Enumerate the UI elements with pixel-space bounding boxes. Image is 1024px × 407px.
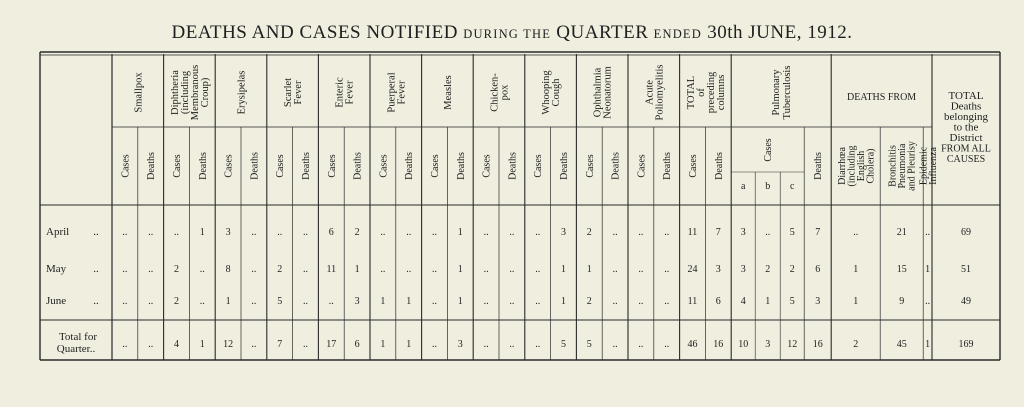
table-cell: .. — [509, 339, 515, 350]
table-cell: .. — [483, 264, 489, 275]
table-cell: .. — [380, 227, 386, 238]
deaths-subheader — [559, 152, 570, 180]
table-cell: .. — [535, 339, 541, 350]
deaths-from-item-header-line: (including — [846, 145, 858, 187]
deaths-subheader-line: Deaths — [559, 152, 570, 180]
deaths-subheader-line: Deaths — [146, 152, 158, 180]
table-cell: .. — [483, 227, 489, 238]
table-cell: .. — [638, 339, 644, 350]
table-cell: 5 — [789, 296, 795, 307]
cases-subheader — [482, 154, 493, 177]
table-cell: .. — [509, 296, 515, 307]
cases-subheader — [172, 154, 183, 177]
disease-header-line: Smallpox — [133, 72, 145, 113]
table-cell: .. — [638, 264, 644, 275]
table-cell: 3 — [225, 227, 231, 238]
disease-header-line: Membranous — [189, 64, 201, 121]
disease-header-line: Cough — [551, 78, 563, 107]
disease-header-line: Acute — [644, 79, 656, 106]
deaths-subheader-line: Deaths — [352, 152, 364, 180]
table-cell: .. — [406, 227, 412, 238]
table-cell: .. — [148, 264, 154, 275]
table-cell: 11 — [326, 264, 337, 275]
deaths-from-header: DEATHS FROM — [847, 92, 917, 103]
table-cell: 5 — [586, 339, 592, 350]
deaths-subheader-line: Deaths — [662, 152, 674, 180]
deaths-from-item-header — [837, 145, 877, 186]
table-cell: .. — [148, 296, 154, 307]
table-cell: 2 — [853, 339, 859, 350]
table-cell: .. — [925, 227, 931, 238]
table-cell: 1 — [765, 296, 771, 307]
table-cell: 3 — [740, 264, 746, 275]
deaths-from-item-header-line: Cholera) — [865, 148, 877, 184]
cases-subheader — [430, 154, 441, 177]
table-cell: 2 — [174, 296, 179, 307]
tb-sub-label-c: c — [789, 181, 795, 192]
cases-subheader — [120, 154, 131, 177]
table-cell: .. — [612, 339, 618, 350]
row-label: May — [46, 263, 67, 275]
disease-header-line: Ophthalmia — [592, 67, 604, 118]
table-cell: .. — [535, 296, 541, 307]
table-cell: .. — [277, 227, 283, 238]
title-ended: ENDED — [653, 27, 702, 41]
disease-header-line: Fever — [396, 80, 408, 105]
total-header-line: CAUSES — [946, 154, 986, 165]
table-cell: 11 — [687, 296, 698, 307]
disease-header-line: Scarlet — [283, 77, 295, 108]
title-during: DURING THE — [463, 27, 552, 41]
disease-header — [541, 70, 562, 115]
deaths-subheader — [353, 152, 364, 180]
table-cell: .. — [612, 296, 618, 307]
table-cell: 5 — [789, 227, 795, 238]
table-cell: .. — [612, 227, 618, 238]
disease-header — [686, 71, 727, 113]
table-cell: 49 — [961, 296, 971, 307]
deaths-from-item-header — [918, 146, 939, 185]
table-cell: 24 — [687, 264, 698, 275]
table-cell: .. — [432, 264, 437, 275]
table-cell: 10 — [738, 339, 749, 350]
table-cell: .. — [765, 227, 771, 238]
disease-header-line: Erysipelas — [236, 70, 248, 115]
table-cell: .. — [925, 296, 931, 307]
deaths-from-item-header-line: Influenza — [927, 147, 939, 185]
table-cell: 1 — [561, 264, 566, 275]
tuberculosis-header-line: Tuberculosis — [782, 65, 794, 120]
table-cell: 1 — [586, 264, 592, 275]
tuberculosis-header-line: Pulmonary — [771, 69, 783, 116]
table-cell: 4 — [174, 339, 179, 350]
deaths-subheader — [714, 152, 725, 180]
table-cell: 1 — [354, 264, 360, 275]
table-cell: 3 — [765, 339, 771, 350]
deaths-from-item-header — [888, 141, 918, 191]
table-cell: 1 — [925, 339, 931, 350]
table-cell: 5 — [277, 296, 283, 307]
cases-subheader — [688, 154, 699, 177]
table-cell: 1 — [853, 264, 859, 275]
table-cell: 7 — [715, 227, 721, 238]
cases-subheader-line: Cases — [430, 154, 441, 178]
table-cell: 21 — [896, 227, 907, 238]
disease-header — [170, 65, 211, 120]
disease-header — [237, 71, 248, 115]
table-cell: 1 — [457, 227, 463, 238]
table-cell: .. — [432, 296, 437, 307]
deaths-subheader-line: Deaths — [404, 152, 416, 180]
table-cell: 1 — [925, 264, 931, 275]
table-cell: 11 — [687, 227, 698, 238]
table-cell: 6 — [354, 339, 360, 350]
table-cell: 12 — [223, 339, 234, 350]
deaths-subheader-line: Deaths — [197, 152, 209, 180]
cases-subheader — [327, 154, 338, 177]
deaths-from-item-header-line: Epidemic — [918, 146, 930, 186]
cases-subheader-line: Cases — [636, 154, 648, 178]
table-cell: .. — [509, 227, 515, 238]
deaths-subheader — [249, 152, 260, 180]
table-cell: 1 — [406, 339, 412, 350]
title-quarter: QUARTER — [556, 22, 649, 43]
deaths-subheader-line: Deaths — [301, 152, 312, 180]
tb-deaths-subheader-line: Deaths — [813, 152, 825, 180]
table-cell: 12 — [787, 339, 798, 350]
table-cell: .. — [664, 296, 670, 307]
total-header-line: TOTAL — [948, 90, 984, 102]
deaths-subheader — [198, 152, 209, 180]
row-label-dots: .. — [93, 295, 99, 307]
table-cell: .. — [432, 227, 437, 238]
cases-subheader-line: Cases — [275, 154, 287, 178]
row-label: Quarter.. — [56, 343, 96, 355]
cases-subheader-line: Cases — [533, 154, 545, 178]
table-cell: .. — [853, 227, 859, 238]
tuberculosis-header — [771, 66, 793, 120]
table-cell: .. — [251, 264, 257, 275]
table-cell: .. — [122, 339, 128, 350]
cases-subheader — [224, 154, 235, 177]
table-cell: 6 — [328, 227, 334, 238]
table-cell: 45 — [896, 339, 907, 350]
cases-subheader — [636, 154, 647, 177]
table-cell: .. — [483, 296, 489, 307]
disease-header-line: Diphtheria — [169, 70, 181, 115]
deaths-subheader — [507, 152, 518, 180]
disease-header-line: Whooping — [541, 70, 553, 115]
disease-header-line: Poliomyelitis — [654, 64, 666, 121]
table-cell: 1 — [380, 296, 386, 307]
tb-cases-subheader — [763, 138, 774, 161]
table-cell: 2 — [586, 296, 592, 307]
deaths-subheader — [662, 152, 673, 180]
table-cell: .. — [664, 339, 670, 350]
table-cell: 3 — [457, 339, 463, 350]
table-cell: 6 — [715, 296, 721, 307]
table-cell: 1 — [406, 296, 412, 307]
table-cell: .. — [535, 227, 541, 238]
table-cell: .. — [122, 264, 128, 275]
table-cell: .. — [303, 227, 308, 238]
table-cell: .. — [664, 264, 670, 275]
table-cell: .. — [148, 227, 154, 238]
deaths-subheader — [456, 152, 467, 180]
cases-subheader-line: Cases — [172, 154, 183, 178]
disease-header — [593, 66, 614, 119]
table-cell: 3 — [715, 264, 721, 275]
table-cell: 7 — [815, 227, 821, 238]
disease-header-line: Fever — [344, 80, 356, 105]
deaths-subheader-line: Deaths — [455, 152, 467, 180]
deaths-from-item-header-line: Bronchitis — [887, 145, 899, 187]
tb-sub-label-a: a — [740, 181, 746, 192]
disease-header — [133, 72, 144, 113]
table-cell: .. — [148, 339, 154, 350]
table-cell: 3 — [740, 227, 746, 238]
total-header-line: belonging — [944, 111, 988, 123]
table-cell: 7 — [277, 339, 283, 350]
cases-subheader — [378, 154, 389, 177]
cases-subheader-line: Cases — [481, 154, 493, 178]
table-cell: 1 — [199, 227, 205, 238]
table-cell: 1 — [457, 264, 463, 275]
table-cell: 4 — [740, 296, 746, 307]
row-label: Total for — [58, 331, 98, 343]
table-cell: 2 — [277, 264, 283, 275]
disease-header-line: Croup) — [199, 77, 211, 108]
disease-header-line: TOTAL — [685, 75, 697, 110]
disease-header-line: Measles — [442, 75, 454, 110]
disease-header-line: Neonatorum — [602, 66, 614, 119]
deaths-from-item-header-line: English — [855, 150, 867, 182]
table-cell: .. — [199, 296, 205, 307]
table-cell: 46 — [687, 339, 698, 350]
deaths-from-item-header-line: Pneumonia — [897, 143, 909, 189]
table-cell: 9 — [899, 296, 905, 307]
table-cell: 16 — [713, 339, 724, 350]
disease-header-line: of — [695, 88, 707, 97]
table-cell: .. — [122, 296, 128, 307]
deaths-from-item-header-line: and Pleurisy — [906, 141, 918, 191]
deaths-subheader — [404, 152, 415, 180]
table-cell: 2 — [765, 264, 771, 275]
row-label-dots: .. — [93, 226, 99, 238]
disease-header-line: Puerperal — [386, 72, 398, 113]
table-cell: .. — [122, 227, 128, 238]
table-cell: 1 — [561, 296, 566, 307]
cases-subheader — [275, 154, 286, 177]
table-cell: .. — [406, 264, 412, 275]
table-cell: .. — [535, 264, 541, 275]
table-cell: 3 — [354, 296, 360, 307]
table-cell: .. — [638, 227, 644, 238]
table-cell: .. — [303, 296, 308, 307]
total-header-line: District — [949, 132, 983, 144]
table-cell: 2 — [354, 227, 360, 238]
table-cell: 1 — [380, 339, 386, 350]
table-cell: 3 — [561, 227, 566, 238]
cases-subheader-line: Cases — [584, 154, 596, 178]
disease-header-line: (including — [179, 70, 191, 115]
table-cell: .. — [251, 296, 257, 307]
tb-cases-subheader-line: Cases — [763, 138, 775, 162]
table-cell: 2 — [789, 264, 795, 275]
title-main: DEATHS AND CASES NOTIFIED — [171, 22, 458, 43]
table-cell: 69 — [961, 227, 971, 238]
cases-subheader-line: Cases — [223, 154, 235, 178]
table-cell: .. — [199, 264, 205, 275]
disease-header — [335, 77, 356, 108]
table-cell: .. — [251, 227, 257, 238]
deaths-subheader — [301, 152, 312, 180]
disease-header-line: columns — [715, 74, 727, 111]
table-cell: .. — [483, 339, 489, 350]
table-cell: .. — [638, 296, 644, 307]
table-cell: .. — [380, 264, 386, 275]
deaths-subheader-line: Deaths — [610, 152, 622, 180]
table-cell: 1 — [853, 296, 859, 307]
deaths-subheader-line: Deaths — [507, 152, 519, 180]
table-cell: .. — [328, 296, 334, 307]
table-cell: .. — [174, 227, 179, 238]
total-header-line: Deaths — [950, 100, 982, 113]
disease-header — [490, 73, 511, 112]
disease-header-line: Fever — [293, 80, 305, 105]
table-cell: .. — [303, 264, 308, 275]
table-cell: 6 — [815, 264, 821, 275]
tb-deaths-subheader — [813, 152, 824, 180]
title-date: 30th JUNE, 1912. — [707, 22, 853, 43]
disease-header-line: preceding — [705, 71, 717, 114]
table-cell: 16 — [812, 339, 823, 350]
total-header-line: FROM ALL — [941, 143, 991, 155]
deaths-subheader-line: Deaths — [249, 152, 261, 180]
table-cell: 8 — [225, 264, 231, 275]
table-cell: .. — [251, 339, 257, 350]
row-label: June — [46, 295, 67, 307]
table-cell: 1 — [199, 339, 205, 350]
table-cell: .. — [612, 264, 618, 275]
deaths-subheader-line: Deaths — [713, 152, 725, 180]
cases-subheader-line: Cases — [326, 154, 338, 178]
table-cell: 1 — [225, 296, 231, 307]
disease-header — [443, 75, 454, 109]
table-cell: 15 — [896, 264, 907, 275]
deaths-subheader — [611, 152, 622, 180]
cases-subheader — [533, 154, 544, 177]
table-cell: .. — [303, 339, 308, 350]
table-cell: 17 — [326, 339, 337, 350]
disease-header — [386, 72, 407, 112]
tb-sub-label-b: b — [765, 181, 771, 192]
table-cell: .. — [509, 264, 515, 275]
disease-header — [644, 64, 665, 120]
table-cell: 3 — [815, 296, 821, 307]
table-cell: 2 — [174, 264, 179, 275]
disease-header-line: Enteric — [334, 77, 346, 108]
row-label: April — [46, 226, 70, 238]
row-label-dots: .. — [93, 263, 99, 275]
cases-subheader-line: Cases — [378, 154, 390, 178]
deaths-subheader — [146, 152, 157, 180]
disease-header-line: pox — [499, 84, 511, 101]
cases-subheader-line: Cases — [688, 154, 699, 178]
table-cell: 1 — [457, 296, 463, 307]
cases-subheader-line: Cases — [120, 154, 132, 178]
table-cell: .. — [432, 339, 437, 350]
table-cell: 169 — [958, 339, 974, 350]
deaths-from-item-header-line: Diarrhœa — [836, 147, 848, 185]
table-cell: 5 — [561, 339, 566, 350]
total-header-line: to the — [953, 121, 979, 134]
table-cell: 51 — [961, 264, 971, 275]
disease-header — [283, 78, 304, 107]
table-cell: .. — [664, 227, 670, 238]
cases-subheader — [585, 154, 596, 177]
table-cell: 2 — [586, 227, 592, 238]
disease-header-line: Chicken- — [489, 73, 501, 112]
